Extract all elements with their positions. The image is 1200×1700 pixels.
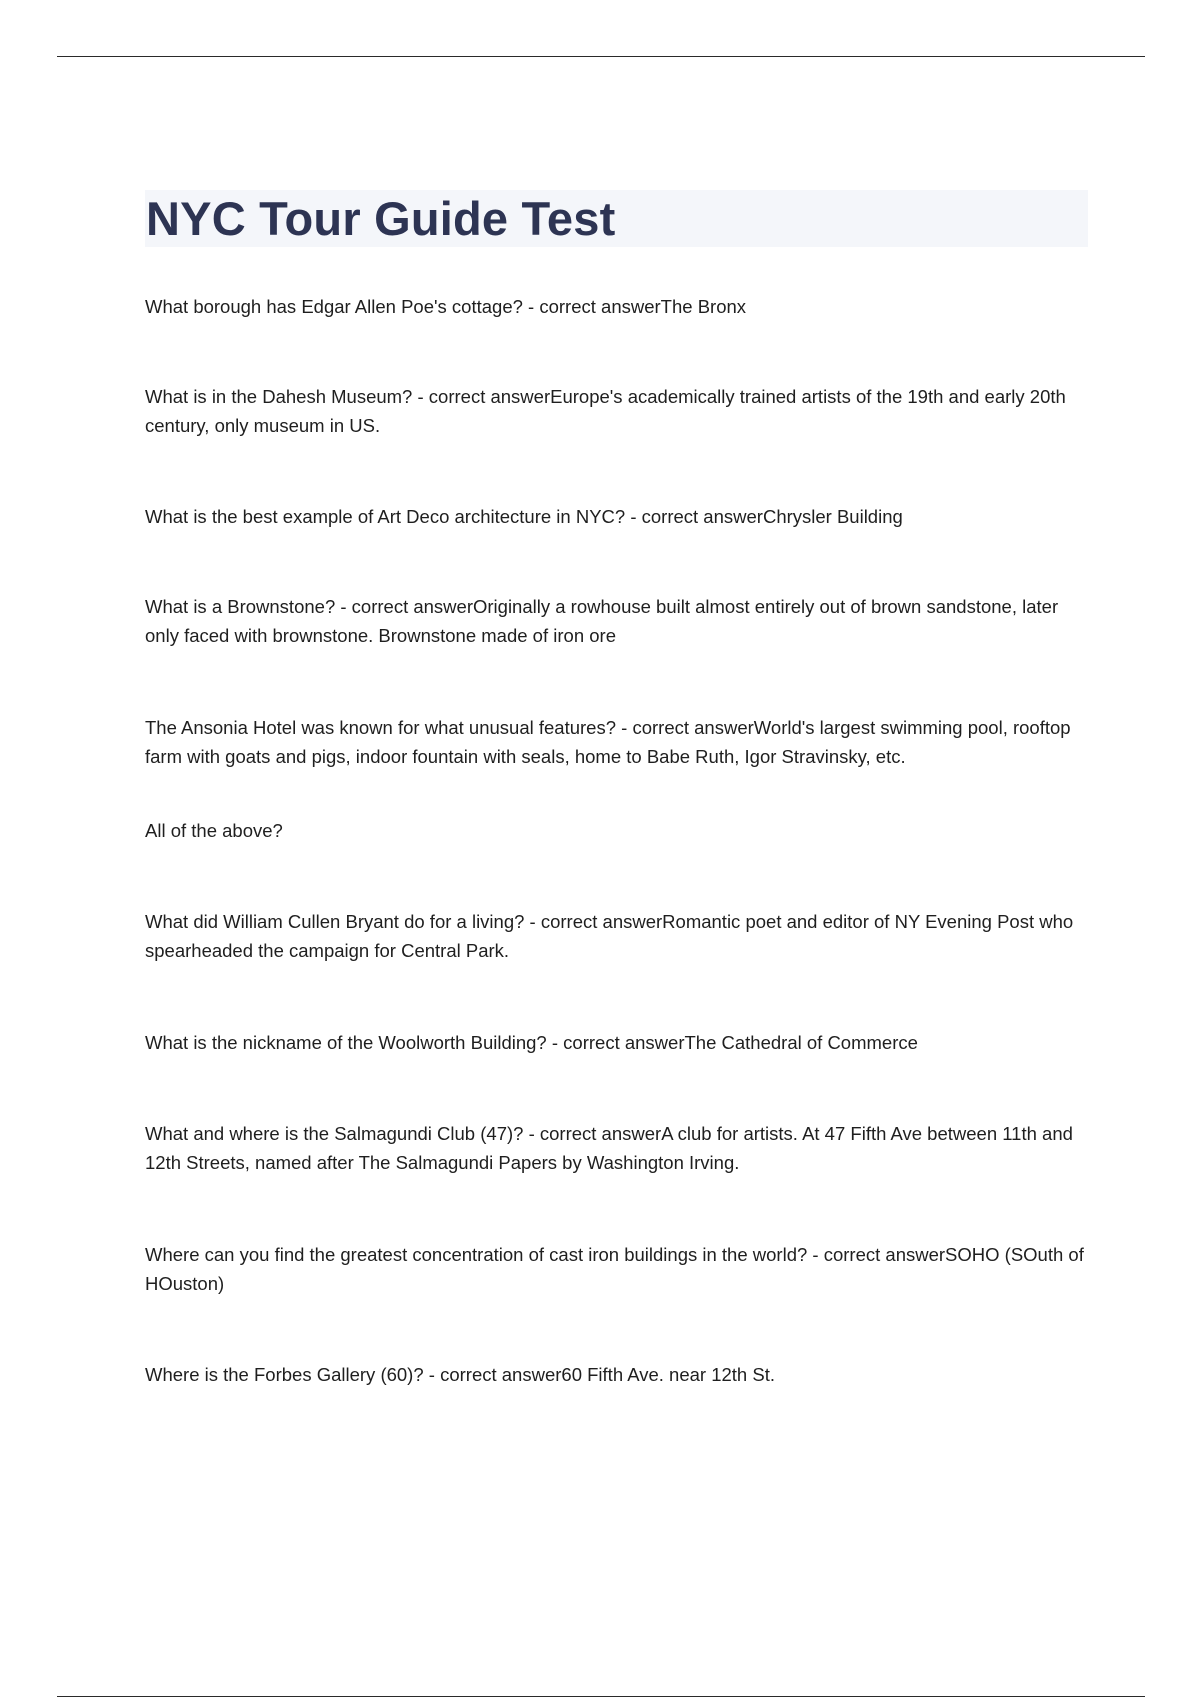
question: Where can you find the greatest concentration of cast iron buildings in the world? bbox=[145, 1244, 808, 1265]
top-divider bbox=[57, 56, 1145, 57]
qa-item-5 bbox=[145, 713, 1090, 771]
answer: A club for artists. At 47 Fifth Ave between 11th and 12th Streets, named after The Salmagundi Papers by Washington Irving. bbox=[145, 1123, 1073, 1173]
answer: Chrysler Building bbox=[762, 506, 903, 527]
question: The Ansonia Hotel was known for what unusual features? bbox=[145, 717, 617, 738]
answer-separator: - correct answer bbox=[625, 506, 763, 527]
answer: World's largest swimming pool, rooftop farm with goats and pigs, indoor fountain with seals, home to Babe Ruth, Igor Stravinsky, etc. bbox=[145, 717, 1071, 767]
answer-separator: - correct answer bbox=[412, 386, 551, 407]
qa-item-9 bbox=[145, 1240, 1090, 1298]
question: What borough has Edgar Allen Poe's cottage? bbox=[145, 296, 523, 317]
answer-separator: - correct answer bbox=[335, 596, 473, 617]
answer-separator: - correct answer bbox=[616, 717, 754, 738]
answer: The Cathedral of Commerce bbox=[684, 1032, 918, 1053]
qa-item-7 bbox=[145, 1028, 1090, 1057]
question: Where is the Forbes Gallery (60)? bbox=[145, 1364, 424, 1385]
page-title: NYC Tour Guide Test bbox=[146, 192, 616, 245]
qa-item-6 bbox=[145, 907, 1090, 965]
answer-separator: - correct answer bbox=[524, 911, 663, 932]
question: What and where is the Salmagundi Club (47)? bbox=[145, 1123, 524, 1144]
answer-separator: - correct answer bbox=[807, 1244, 946, 1265]
question: What did William Cullen Bryant do for a living? bbox=[145, 911, 525, 932]
answer: SOHO (SOuth of HOuston) bbox=[145, 1244, 1084, 1294]
answer-separator: - correct answer bbox=[423, 1364, 562, 1385]
qa-item-1 bbox=[145, 292, 1090, 321]
qa-item-10 bbox=[145, 1360, 1090, 1389]
qa-item-5-followup: All of the above? bbox=[145, 820, 283, 841]
answer-separator: - correct answer bbox=[523, 1123, 662, 1144]
answer: The Bronx bbox=[660, 296, 747, 317]
qa-item-2 bbox=[145, 382, 1090, 440]
answer: 60 Fifth Ave. near 12th St. bbox=[561, 1364, 775, 1385]
bottom-divider bbox=[57, 1696, 1145, 1697]
question: What is the nickname of the Woolworth Building? bbox=[145, 1032, 547, 1053]
question: What is in the Dahesh Museum? bbox=[145, 386, 413, 407]
qa-item-3 bbox=[145, 502, 1090, 531]
answer: Europe's academically trained artists of the 19th and early 20th century, only museum in US. bbox=[145, 386, 1066, 436]
answer: Originally a rowhouse built almost entirely out of brown sandstone, later only faced with brownstone. Brownstone made of iron ore bbox=[145, 596, 1059, 646]
answer-separator: - correct answer bbox=[546, 1032, 685, 1053]
qa-item-8 bbox=[145, 1119, 1090, 1177]
answer: Romantic poet and editor of NY Evening Post who spearheaded the campaign for Central Park. bbox=[145, 911, 1074, 961]
question: What is a Brownstone? bbox=[145, 596, 336, 617]
answer-separator: - correct answer bbox=[522, 296, 661, 317]
qa-item-4 bbox=[145, 592, 1090, 650]
question: What is the best example of Art Deco architecture in NYC? bbox=[145, 506, 626, 527]
